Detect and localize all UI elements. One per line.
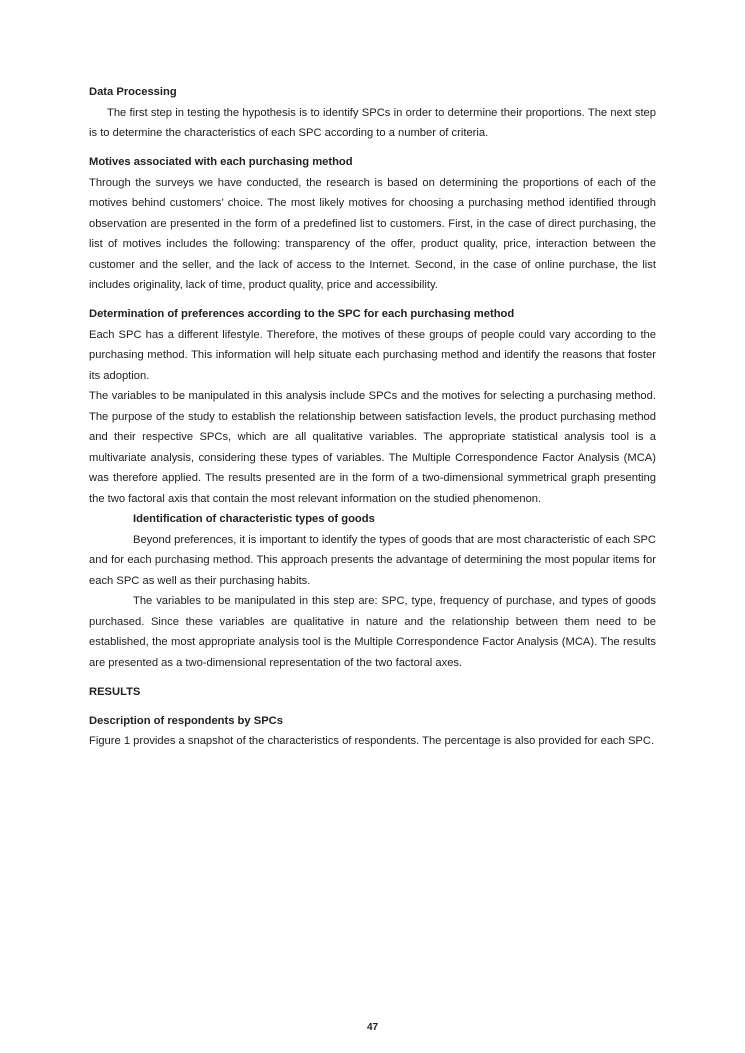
paragraph-identification-1: Beyond preferences, it is important to identify the types of goods that are most characteristic of each SPC and for each purchasing method. This approach presents the advantage of determining the most popular items for each SPC as well as their purchasing habits.	[89, 533, 656, 587]
section-heading-determination-of-preferences: Determination of preferences according to the SPC for each purchasing method	[89, 308, 515, 320]
subsection-heading-identification-of-goods: Identification of characteristic types of goods	[133, 513, 375, 525]
section-heading-motives: Motives associated with each purchasing method	[89, 156, 353, 168]
paragraph-motives: Through the surveys we have conducted, the research is based on determining the proportions of each of the motives behind customers’ choice. The most likely motives for choosing a purchasing method identified through observation are presented in the form of a predefined list to customers. First, in the case of direct purchasing, the list of motives includes the following: transparency of the offer, product quality, price, interaction between the customer and the seller, and the lack of access to the Internet. Second, in the case of online purchase, the list includes originality, lack of time, product quality, price and accessibility.	[89, 176, 656, 291]
document-body	[89, 82, 656, 752]
paragraph-preferences-1: Each SPC has a different lifestyle. Therefore, the motives of these groups of people could vary according to the purchasing method. This information will help situate each purchasing method and identify the reasons that foster its adoption.	[89, 328, 656, 382]
section-heading-description-of-respondents: Description of respondents by SPCs	[89, 714, 283, 727]
paragraph-identification-2: The variables to be manipulated in this step are: SPC, type, frequency of purchase, and types of goods purchased. Since these variables are qualitative in nature and the relationship between them need to be established, the most appropriate analysis tool is the Multiple Correspondence Factor Analysis (MCA). The results are presented as a two-dimensional representation of the two factoral axes.	[89, 595, 656, 669]
paragraph-data-processing: The first step in testing the hypothesis is to identify SPCs in order to determine their proportions. The next step is to determine the characteristics of each SPC according to a number of criteria.	[89, 106, 656, 139]
paragraph-figure-reference: Figure 1 provides a snapshot of the characteristics of respondents. The percentage is also provided for each SPC.	[89, 735, 655, 747]
section-heading-data-processing: Data Processing	[89, 86, 177, 98]
page-number: 47	[366, 1022, 379, 1033]
paragraph-preferences-2: The variables to be manipulated in this analysis include SPCs and the motives for selecting a purchasing method. The purpose of the study to establish the relationship between satisfaction levels, the product purchasing method and their respective SPCs, which are all qualitative variables. The appropriate statistical analysis tool is a multivariate analysis, considering these types of variables. The Multiple Correspondence Factor Analysis (MCA) was therefore applied. The results presented are in the form of a two-dimensional symmetrical graph presenting the two factoral axis that contain the most relevant information on the studied phenomenon.	[89, 390, 656, 505]
section-heading-results: RESULTS	[89, 685, 141, 698]
